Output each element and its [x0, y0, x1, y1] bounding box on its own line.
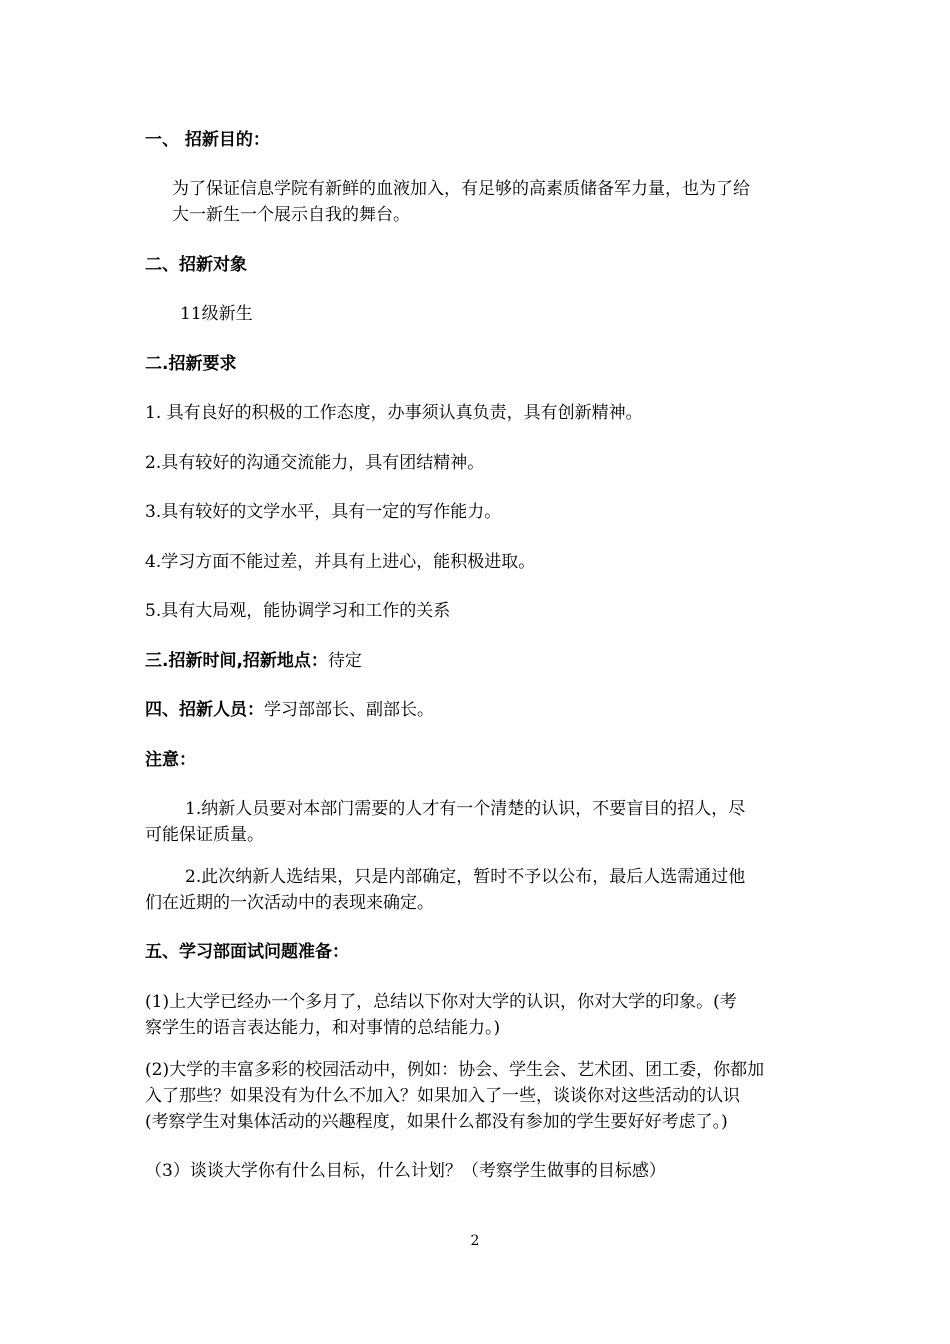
requirement-item: 3.具有较好的文学水平，具有一定的写作能力。	[145, 502, 502, 522]
requirement-item: 2.具有较好的沟通交流能力，具有团结精神。	[145, 453, 485, 473]
note-2-line-1: 2.此次纳新人选结果，只是内部确定，暂时不予以公布，最后人选需通过他	[185, 867, 746, 887]
section-heading-interview: 五、学习部面试问题准备：	[145, 942, 349, 962]
target-text: 11级新生	[180, 304, 253, 324]
note-1-line-1: 1.纳新人员要对本部门需要的人才有一个清楚的认识，不要盲目的招人，尽	[185, 799, 746, 819]
question-2-line-3: (考察学生对集体活动的兴趣程度，如果什么都没有参加的学生要好好考虑了。)	[145, 1112, 728, 1132]
question-2-line-1: (2)大学的丰富多彩的校园活动中，例如：协会、学生会、艺术团、团工委，你都加	[145, 1060, 765, 1080]
note-heading: 注意：	[145, 750, 196, 770]
staff-line	[145, 697, 815, 723]
purpose-text-line-1: 为了保证信息学院有新鲜的血液加入，有足够的高素质储备军力量，也为了给	[172, 179, 750, 199]
requirement-item: 5.具有大局观，能协调学习和工作的关系	[145, 601, 451, 621]
section-heading-purpose: 一、 招新目的：	[145, 130, 270, 150]
question-2-line-2: 入了那些？如果没有为什么不加入？如果加入了一些，谈谈你对这些活动的认识	[145, 1086, 740, 1106]
question-3-line-1: （3）谈谈大学你有什么目标，什么计划？（考察学生做事的目标感）	[145, 1161, 666, 1181]
page-number: 2	[470, 1233, 480, 1249]
note-1-line-2: 可能保证质量。	[145, 825, 264, 845]
section-heading-requirements: 二.招新要求	[145, 354, 237, 374]
question-1-line-1: (1)上大学已经办一个多月了，总结以下你对大学的认识，你对大学的印象。(考	[145, 992, 737, 1012]
requirement-item: 4.学习方面不能过差，并具有上进心，能积极进取。	[145, 552, 536, 572]
time-location-value: 待定	[327, 651, 362, 671]
section-heading-target: 二、招新对象	[145, 255, 247, 275]
section-heading-staff: 四、招新人员：	[145, 700, 264, 720]
requirement-item: 1. 具有良好的积极的工作态度，办事须认真负责，具有创新精神。	[145, 403, 643, 423]
section-heading-time-location: 三.招新时间,招新地点：	[145, 651, 328, 671]
question-1-line-2: 察学生的语言表达能力，和对事情的总结能力。)	[145, 1018, 501, 1038]
purpose-text-line-2: 大一新生一个展示自我的舞台。	[172, 205, 410, 225]
time-location-line	[145, 648, 815, 674]
staff-value: 学习部部长、副部长。	[264, 700, 434, 720]
note-2-line-2: 们在近期的一次活动中的表现来确定。	[145, 893, 434, 913]
